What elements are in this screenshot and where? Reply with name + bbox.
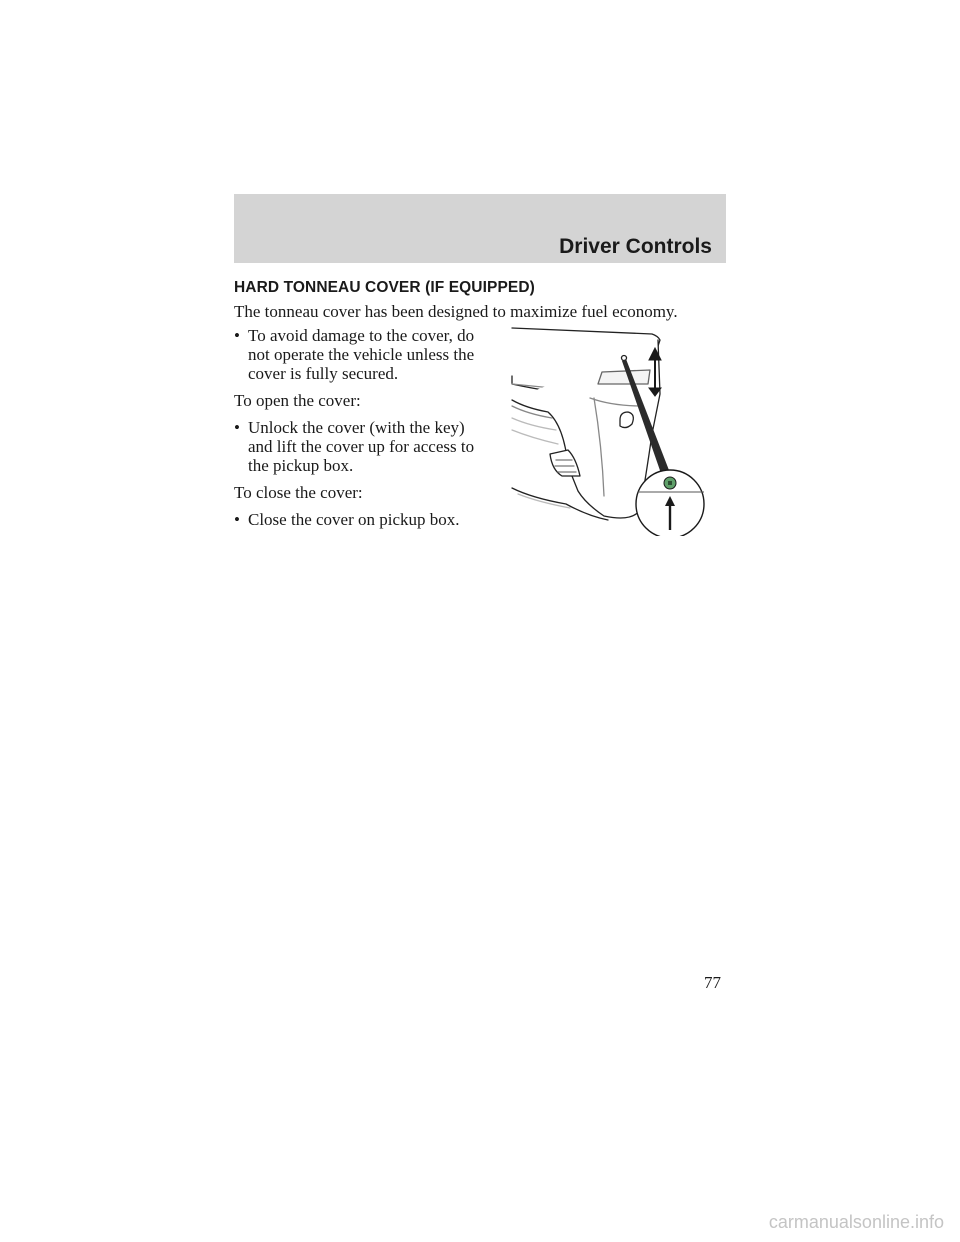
- section-title: Driver Controls: [559, 235, 712, 258]
- bullet-marker: •: [234, 510, 240, 529]
- watermark: carmanualsonline.info: [768, 1212, 944, 1232]
- instructions-column: [234, 326, 489, 537]
- bullet-text: Unlock the cover (with the key) and lift the cover up for access to the pickup box.: [248, 418, 475, 475]
- bullet-item: [234, 510, 489, 529]
- intro-paragraph: The tonneau cover has been designed to maximize fuel economy.: [234, 302, 678, 321]
- bullet-text: Close the cover on pickup box.: [248, 510, 460, 529]
- page-number: 77: [704, 973, 721, 992]
- bullet-item: [234, 418, 489, 475]
- open-cover-label: To open the cover:: [234, 391, 361, 410]
- bullet-item: [234, 326, 489, 383]
- tonneau-cover-illustration: [508, 326, 720, 536]
- bullet-text: To avoid damage to the cover, do not operate the vehicle unless the cover is fully secured.: [248, 326, 475, 383]
- page-heading: HARD TONNEAU COVER (IF EQUIPPED): [234, 279, 535, 296]
- close-cover-label: To close the cover:: [234, 483, 363, 502]
- bullet-marker: •: [234, 418, 240, 437]
- bullet-marker: •: [234, 326, 240, 345]
- section-header: [234, 194, 726, 263]
